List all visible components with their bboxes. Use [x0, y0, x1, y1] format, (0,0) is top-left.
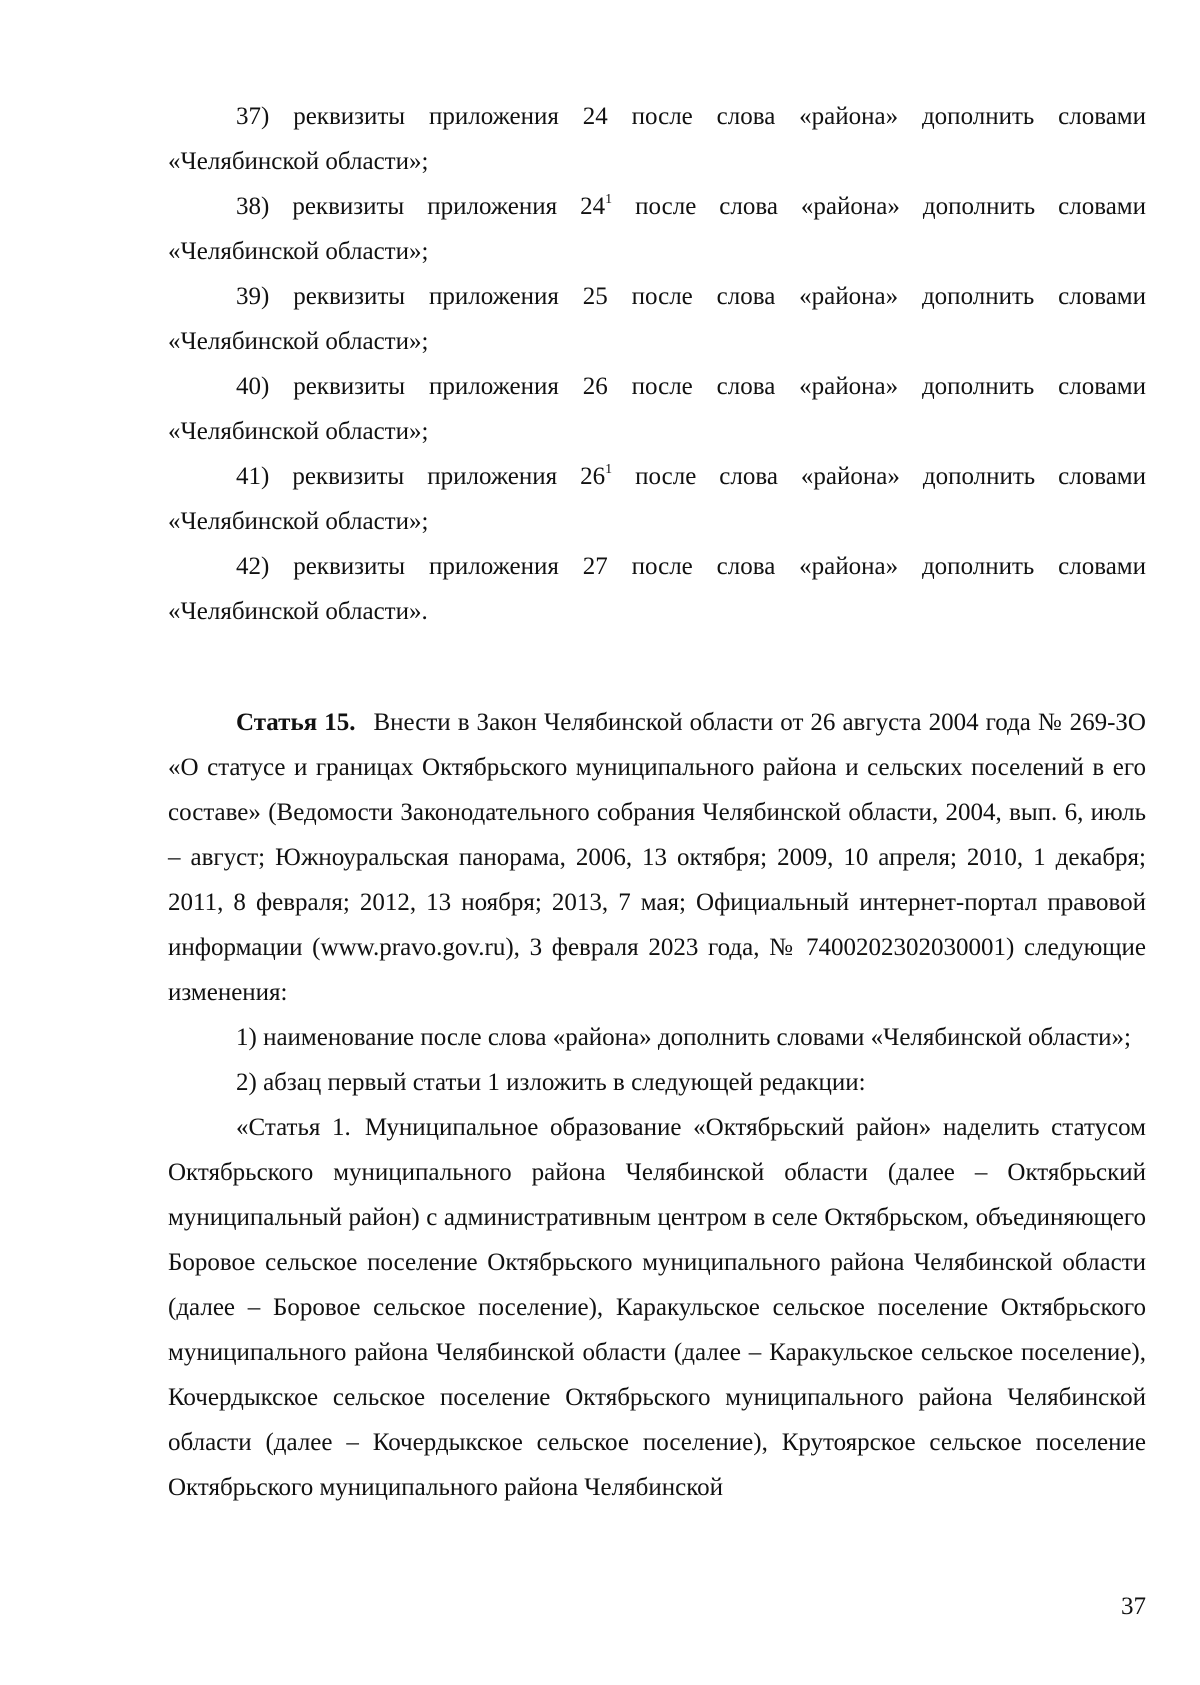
superscript: 1: [605, 462, 613, 477]
item-number: 37): [236, 103, 270, 130]
item-text: реквизиты приложения 27 после слова «района» дополнить словами «Челябинской области».: [168, 553, 1147, 625]
item-text: реквизиты приложения 25 после слова «района» дополнить словами «Челябинской области»;: [168, 283, 1147, 355]
item-text: реквизиты приложения 26: [292, 463, 606, 490]
item-41: [168, 454, 1146, 544]
item-number: 41): [236, 463, 270, 490]
item-text: реквизиты приложения 24: [292, 193, 606, 220]
item-text: после слова «района» дополнить словами «Челябинской области»;: [168, 463, 1147, 535]
quoted-article-1-heading: «Статья 1.: [236, 1114, 351, 1141]
quoted-article-1-body: Муниципальное образование «Октябрьский район» наделить статусом Октябрьского муниципального района Челябинской области (далее – Октябрьский муниципальный район) с административным центром в селе Октябрьском, объединяющего Боровое сельское поселение Октябрьского муниципального района Челябинской области (далее – Боровое сельское поселение), Каракульское сельское поселение Октябрьского муниципального района Челябинской области (далее – Каракульское сельское поселение), Кочердыкское сельское поселение Октябрьского муниципального района Челябинской области (далее – Кочердыкское сельское поселение), Крутоярское сельское поселение Октябрьского муниципального района Челябинской: [168, 1114, 1146, 1501]
item-42: [168, 544, 1146, 634]
page-number: 37: [1121, 1593, 1146, 1620]
item-number: 40): [236, 373, 270, 400]
article-15-heading: Статья 15.: [236, 709, 356, 736]
item-text: после слова «района» дополнить словами «Челябинской области»;: [168, 193, 1147, 265]
article-15-paragraph: [168, 700, 1146, 1015]
quoted-article-1: [168, 1105, 1146, 1510]
item-39: [168, 274, 1146, 364]
superscript: 1: [605, 192, 613, 207]
item-number: 39): [236, 283, 270, 310]
item-37: [168, 94, 1146, 184]
item-text: реквизиты приложения 26 после слова «района» дополнить словами «Челябинской области»;: [168, 373, 1147, 445]
article-15-body: Внести в Закон Челябинской области от 26 августа 2004 года № 269-ЗО «О статусе и границах Октябрьского муниципального района и сельских поселений в его составе» (Ведомости Законодательного собрания Челябинской области, 2004, вып. 6, июль – август; Южноуральская панорама, 2006, 13 октября; 2009, 10 апреля; 2010, 1 декабря; 2011, 8 февраля; 2012, 13 ноября; 2013, 7 мая; Официальный интернет-портал правовой информации (www.pravo.gov.ru), 3 февраля 2023 года, № 7400202302030001) следующие изменения:: [168, 709, 1146, 1006]
article-15-item-2: 2) абзац первый статьи 1 изложить в следующей редакции:: [236, 1069, 866, 1096]
item-number: 42): [236, 553, 270, 580]
item-40: [168, 364, 1146, 454]
article-15-item-1: 1) наименование после слова «района» дополнить словами «Челябинской области»;: [236, 1024, 1131, 1051]
item-number: 38): [236, 193, 270, 220]
item-text: реквизиты приложения 24 после слова «района» дополнить словами «Челябинской области»;: [168, 103, 1147, 175]
article-15-section: [168, 700, 1146, 1510]
amendment-items-list: [168, 94, 1146, 634]
item-38: [168, 184, 1146, 274]
